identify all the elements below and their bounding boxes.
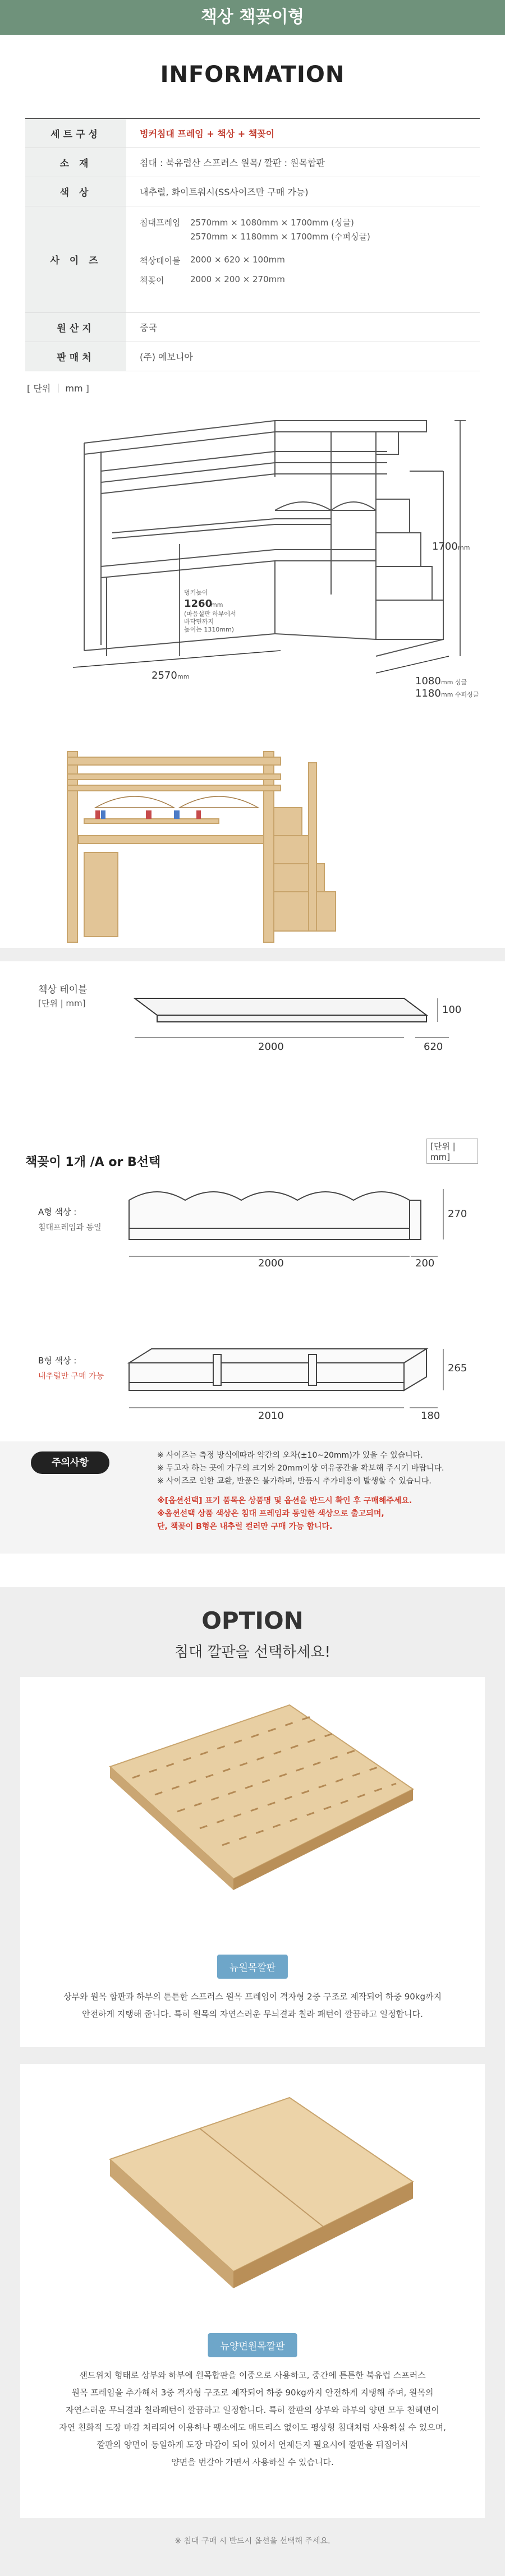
option-label-double-wood: 뉴양면원목깔판 <box>208 2333 297 2357</box>
spec-value: (주) 예보니아 <box>140 352 193 362</box>
desk-table-unit: [단위 | mm] <box>38 998 86 1008</box>
desk-height-value: 1260 <box>184 598 213 610</box>
drawing-unit-label: [ 단위 ｜ mm ] <box>27 383 89 394</box>
depth-single-value: 1080 <box>415 675 441 687</box>
shelf-b-depth: 180 <box>421 1410 440 1422</box>
shelf-b-drawing <box>123 1324 483 1425</box>
option-desc-new-wood: 상부와 원목 합판과 하부의 튼튼한 스프러스 원목 프레임이 격자형 2중 구조로 제작되어 하중 90kg까지 안전하게 지탱해 줍니다. 특히 원목의 자연스러운 무늬결과 칠라 패턴이 깔끔하고 일정합니다. <box>63 1992 442 2019</box>
page-banner: 책상 책꽂이형 <box>0 0 505 35</box>
desk-table-drawing <box>123 981 471 1054</box>
notice-box <box>0 1441 505 1554</box>
desk-height-label: 벙커높이 <box>184 589 208 596</box>
spec-key: 색 상 <box>25 177 126 206</box>
option-card-new-wood[interactable] <box>20 1677 485 2047</box>
notice-item: ※ 사이즈로 인한 교환, 반품은 불가하며, 반품시 추가비용이 발생할 수 있습니다. <box>157 1477 431 1486</box>
spec-key: 판매처 <box>25 342 126 371</box>
svg-text:mm: mm <box>458 544 470 551</box>
svg-text:mm: mm <box>177 673 190 680</box>
notice-item: 단, 책꽂이 B형은 내추럴 컬러만 구매 가능 합니다. <box>157 1522 333 1531</box>
desk-depth-value: 620 <box>424 1041 443 1053</box>
spec-row-seller <box>25 342 480 371</box>
size-line: 책상테이블 2000 × 620 × 100mm <box>140 255 285 266</box>
notice-item: ※ 사이즈는 측정 방식에따라 약간의 오차(±10~20mm)가 있을 수 있습니다. <box>157 1451 423 1460</box>
spec-key: 소 재 <box>25 148 126 177</box>
spec-value: 침대 : 북유럽산 스프러스 원목/ 깔판 : 원목합판 <box>140 158 325 168</box>
size-line: 책꽂이 2000 × 200 × 270mm <box>140 274 285 285</box>
option-card-double-wood[interactable] <box>20 2064 485 2518</box>
shelf-a-length: 2000 <box>258 1257 284 1268</box>
option-title: OPTION <box>201 1607 304 1634</box>
notice-list <box>157 1449 483 1533</box>
option-footnote: ※ 침대 구매 시 반드시 옵션을 선택해 주세요. <box>175 2537 330 2546</box>
shelf-b-label: B형 색상 : <box>38 1356 77 1366</box>
spec-key: 세트구성 <box>25 119 126 148</box>
shelf-title: 책꽂이 1개 /A or B선택 <box>25 1155 161 1169</box>
width-value: 2570 <box>152 670 177 681</box>
shelf-b-height: 265 <box>448 1362 467 1374</box>
desk-height-note: 높이는 1310mm) <box>184 626 235 633</box>
notice-badge: 주의사항 <box>31 1451 109 1474</box>
desk-height-note: (마음설판 하부에서 <box>184 610 236 617</box>
shelf-unit: [단위 | mm] <box>426 1139 478 1164</box>
spec-row-set <box>25 119 480 148</box>
shelf-a-label: A형 색상 : <box>38 1207 77 1217</box>
svg-text:mm 수퍼싱글: mm 수퍼싱글 <box>441 691 479 698</box>
option-desc-double-wood: 샌드위치 형태로 상부와 하부에 원목합판을 이중으로 사용하고, 중간에 튼튼한 북유럽 스프러스 원목 프레임을 추가해서 3중 격자형 구조로 제작되어 하중 90kg까지 안전하게 지탱해 주며, 원목의 자연스러운 무늬결과 칠라패턴이 깔끔하고 일정합니다. 특히 깔판의 상부와 하부의 양면 모두 천혜면이 자연 친화적 도장 마감 처리되어 이용하나 팽소에도 매트리스 없이도 평상형 침대처럼 사용하실 수 있으며, 깔판의 양면이 동일하게 도장 마감이 되어 있어서 언제든지 필요시에 깔판을 뒤집어서 양면을 번갈아 가면서 사용하실 수 있습니다. <box>59 2370 446 2467</box>
notice-item: ※ 두고자 하는 곳에 가구의 크기와 20mm이상 여유공간을 확보해 주시기 바랍니다. <box>157 1464 444 1473</box>
spec-row-color <box>25 177 480 206</box>
spec-key: 사 이 즈 <box>25 206 126 312</box>
bunk-bed-photo <box>62 740 393 953</box>
shelf-b-sub: 내추럴만 구매 가능 <box>38 1372 104 1381</box>
spec-value: 중국 <box>140 322 157 333</box>
svg-text:mm 싱글: mm 싱글 <box>441 679 467 686</box>
desk-height-note: 바닥면까지 <box>184 618 214 625</box>
information-title: INFORMATION <box>160 62 345 87</box>
spec-row-material <box>25 148 480 177</box>
size-line: 2570mm × 1180mm × 1700mm (수퍼싱글) <box>190 232 370 242</box>
option-label-new-wood: 뉴원목깔판 <box>217 1955 288 1979</box>
notice-item: ※[옵션선택] 표기 품목은 상품명 및 옵션을 반드시 확인 후 구매해주세요. <box>157 1496 412 1505</box>
spec-row-origin <box>25 313 480 342</box>
depth-super-value: 1180 <box>415 688 441 699</box>
svg-text:mm: mm <box>211 601 223 609</box>
shelf-a-sub: 침대프레임과 동일 <box>38 1223 102 1232</box>
spec-value: 내추럴, 화이트워시(SS사이즈만 구매 가능) <box>140 187 309 197</box>
option-subtitle: 침대 깔판을 선택하세요! <box>174 1644 331 1661</box>
desk-table-label: 책상 테이블 <box>38 984 88 996</box>
spec-key: 원산지 <box>25 313 126 342</box>
spec-value <box>126 206 480 312</box>
desk-length-value: 2000 <box>258 1041 284 1053</box>
shelf-a-drawing <box>123 1167 483 1268</box>
slat-board-image <box>88 1699 424 1935</box>
shelf-a-depth: 200 <box>415 1257 435 1268</box>
shelf-b-length: 2010 <box>258 1410 284 1422</box>
section-divider <box>0 948 505 961</box>
desk-thickness-value: 100 <box>442 1004 462 1016</box>
spec-table <box>25 118 480 371</box>
spec-value: 벙커침대 프레임 + 책상 + 책꽂이 <box>140 128 275 139</box>
height-value: 1700 <box>432 541 458 552</box>
spec-row-size <box>25 206 480 313</box>
size-line: 침대프레임 2570mm × 1080mm × 1700mm (싱글) <box>140 218 354 228</box>
bunk-bed-drawing <box>39 409 483 724</box>
double-board-image <box>88 2086 424 2322</box>
notice-item: ※옵션선택 상품 색상은 침대 프레임과 동일한 색상으로 출고되며, <box>157 1509 384 1518</box>
shelf-a-height: 270 <box>448 1208 467 1220</box>
